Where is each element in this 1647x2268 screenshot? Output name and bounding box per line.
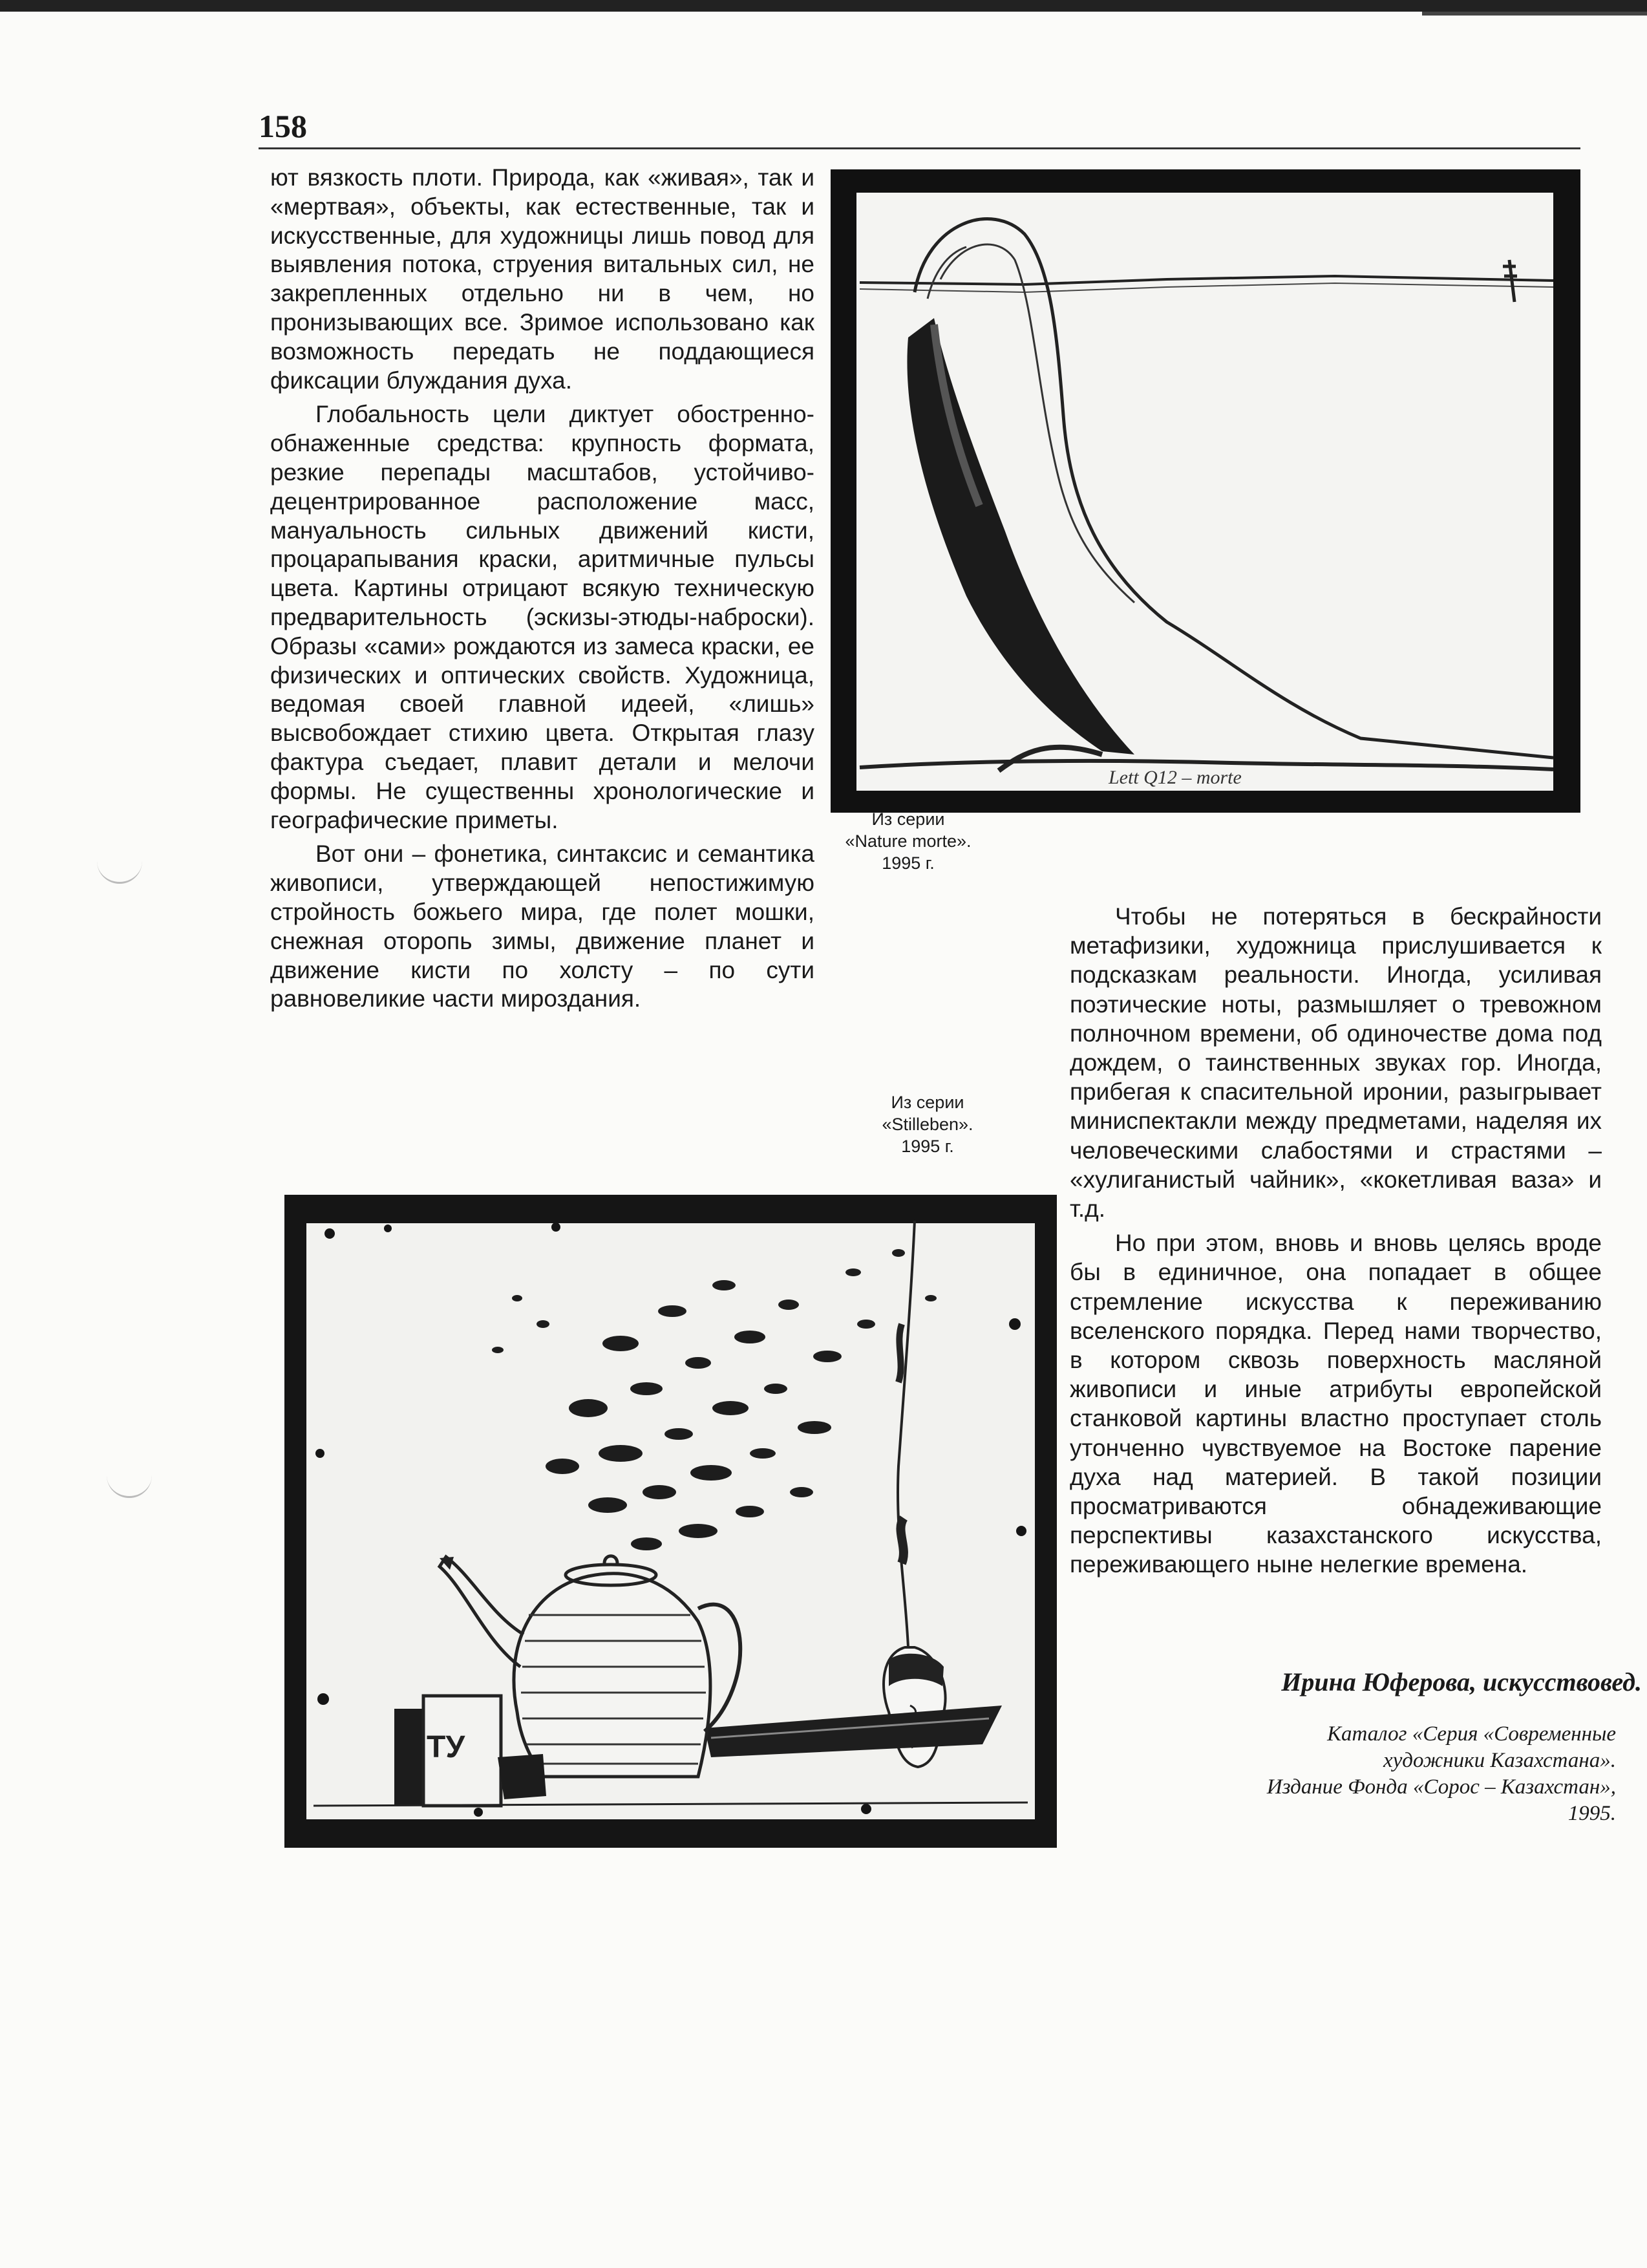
credit-line: 1995. [1567,1802,1616,1825]
right-text-column [1070,902,1602,1579]
stilleben-artwork [284,1195,1057,1848]
paragraph: Но при этом, вновь и вновь целясь вроде бы в единичное, она попадает в общее стремление искусства к переживанию вселенского порядка. Перед нами творчество, в котором сквозь поверхность масляной живописи и иные атрибуты европейской станковой картины властно проступает столь утонченно чувствуемое на Востоке парение духа над материей. В такой позиции просматриваются обнадеживающие перспективы казахстанского искусства, переживающего ныне нелегкие времена. [1070,1230,1602,1578]
scan-edge-shadow [1422,12,1647,16]
caption-line: «Stilleben». [882,1115,973,1134]
paragraph: Вот они – фонетика, синтаксис и семантика живописи, утверждающей непостижимую стройность божьего мира, где полет мошки, снежная оторопь зимы, движение планет и движение кисти по холсту – по сути равновеликие части мироздания. [270,840,814,1012]
credit-line: Каталог «Серия «Современные [1327,1722,1616,1746]
caption-stilleben [847,1091,1008,1157]
caption-nature-morte [827,808,989,874]
source-credit [1060,1721,1616,1827]
punch-hole-mark [97,860,142,884]
header-rule [259,147,1580,149]
caption-line: Из серии [871,809,945,829]
credit-line: Издание Фонда «Сорос – Казахстан», [1266,1775,1616,1799]
credit-line: художники Казахстана». [1383,1749,1616,1772]
scan-edge [0,0,1647,12]
paragraph: ют вязкость плоти. Природа, как «живая», так и «мертвая», объекты, как естественные, так и искусственные, для художницы лишь повод для выявления потока, струения витальных сил, не закрепленных отдельно ни в чем, но пронизывающих все. Зримое использовано как возможность передать не поддающиеся фиксации блуждания духа. [270,164,814,394]
artwork-signature: Lett Q12 – morte [1109,767,1242,788]
caption-line: 1995 г. [901,1137,954,1156]
caption-line: 1995 г. [882,853,935,873]
punch-hole-mark [107,1474,152,1498]
left-text-column [270,164,814,1014]
page-number: 158 [259,108,307,144]
can-label: ТУ [427,1730,465,1764]
caption-line: «Nature morte». [845,831,972,851]
paragraph: Глобальность цели диктует обостренно-обнаженные средства: крупность формата, резкие перепады масштабов, устойчиво-децентрированное расположение масс, мануальность сильных движений кисти, процарапывания краски, аритмичные пульсы цвета. Картины отрицают всякую техническую предварительность (эскизы-этюды-наброски). Образы «сами» рождаются из замеса краски, ее физических и оптических свойств. Художница, ведомая своей главной идеей, «лишь» высвобождает стихию цвета. Открытая глазу фактура съедает, плавит детали и мелочи формы. Не существенны хронологические и географические приметы. [270,401,814,833]
paragraph: Чтобы не потеряться в бескрайности метафизики, художница прислушивается к подсказкам реальности. Иногда, усиливая поэтические ноты, размышляет о тревожном полночном времени, об одиночестве дома под дождем, о таинственных звуках гор. Иногда, прибегая к спасительной иронии, разыгрывает миниспектакли между предметами, наделяя их человеческими слабостями и страстями – «хулиганистый чайник», «кокетливая ваза» и т.д. [1070,903,1602,1223]
author-signature: Ирина Юферова, искусствовед. [1281,1667,1642,1696]
nature-morte-artwork [831,169,1580,813]
caption-line: Из серии [891,1093,964,1112]
